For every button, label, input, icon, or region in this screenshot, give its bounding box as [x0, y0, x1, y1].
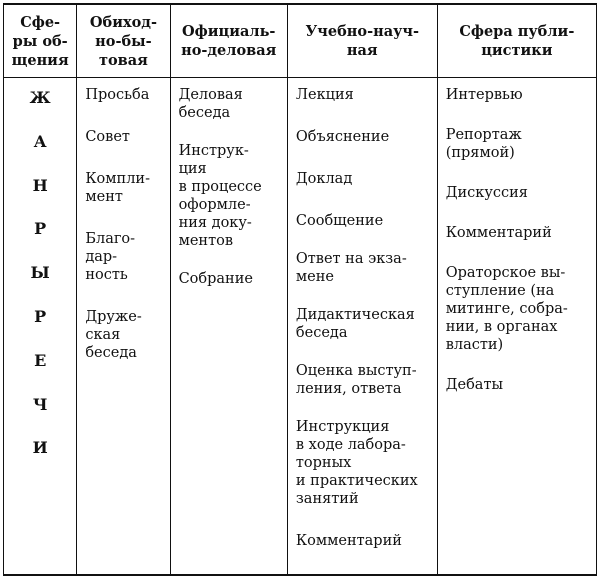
list-item: Друже- ская беседа	[85, 309, 142, 361]
genre-letter: Н	[32, 175, 48, 195]
list-item: Оценка выступ- ления, ответа	[295, 363, 417, 397]
genre-column	[4, 78, 77, 576]
list-item: Дидактическая беседа	[295, 307, 415, 341]
list-item: Совет	[85, 129, 130, 145]
list-item: Ответ на экза- мене	[295, 251, 407, 285]
list-item: Инструк- ция в процессе оформле- ния доку- ментов	[178, 143, 262, 249]
list-item: Просьба	[85, 87, 150, 103]
genre-letter: А	[33, 131, 47, 151]
header-everyday: Обиход- но-бы- товая	[77, 4, 170, 78]
scientific-column	[287, 78, 437, 576]
header-official: Официаль- но-деловая	[170, 4, 287, 78]
body-row	[4, 78, 597, 576]
list-item: Деловая беседа	[178, 87, 243, 121]
list-item: Репортаж (прямой)	[445, 127, 522, 161]
list-item: Дискуссия	[445, 185, 528, 201]
official-column	[170, 78, 287, 576]
list-item: Лекция	[295, 87, 354, 103]
list-item: Объяснение	[295, 129, 390, 145]
list-item: Комментарий	[445, 225, 552, 241]
list-item: Благо- дар- ность	[85, 231, 136, 283]
list-item: Комментарий	[295, 533, 402, 549]
header-scientific: Учебно-науч- ная	[287, 4, 437, 78]
list-item: Компли- мент	[85, 171, 150, 205]
genre-letter: Р	[34, 306, 47, 326]
genre-letter: И	[32, 438, 48, 458]
everyday-column	[77, 78, 170, 576]
list-item: Ораторское вы- ступление (на митинге, собра- нии, в органах власти)	[445, 265, 568, 353]
header-spheres: Сфе- ры об- щения	[4, 4, 77, 78]
list-item: Собрание	[178, 271, 253, 287]
list-item: Инструкция в ходе лабора- торных и практических занятий	[295, 419, 418, 507]
list-item: Доклад	[295, 171, 353, 187]
list-item: Дебаты	[445, 377, 504, 393]
genre-letter: Е	[34, 350, 47, 370]
list-item: Сообщение	[295, 213, 384, 229]
list-item: Интервью	[445, 87, 523, 103]
publicistic-column	[437, 78, 596, 576]
genre-letter: Ч	[32, 394, 48, 414]
genre-letter: Р	[34, 219, 47, 239]
genres-table	[3, 3, 597, 576]
genre-letter: Ы	[30, 263, 50, 283]
header-publicistic: Сфера публи- цистики	[437, 4, 596, 78]
header-row	[4, 4, 597, 78]
genre-letter: Ж	[29, 88, 51, 107]
